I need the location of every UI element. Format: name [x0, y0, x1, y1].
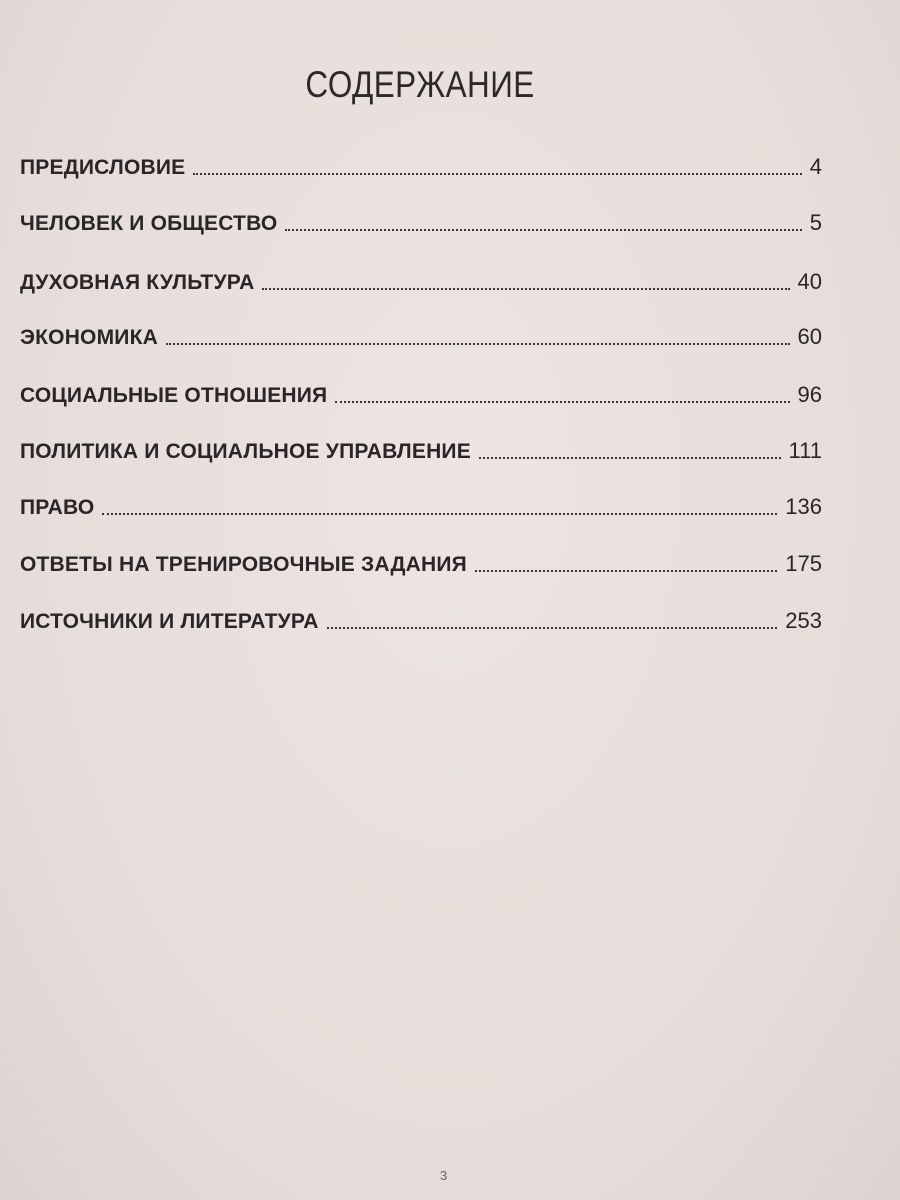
page-folio: 3 [440, 1168, 448, 1183]
toc-entry[interactable] [20, 604, 822, 634]
dot-leader [479, 457, 781, 459]
toc-entry[interactable] [20, 150, 822, 180]
toc-entry[interactable] [20, 320, 822, 350]
dot-leader [262, 288, 789, 290]
toc-entry[interactable] [20, 206, 822, 236]
page-title: СОДЕРЖАНИЕ [305, 64, 535, 105]
toc-entry-label: ОТВЕТЫ НА ТРЕНИРОВОЧНЫЕ ЗАДАНИЯ [20, 553, 467, 576]
dot-leader [285, 229, 801, 231]
toc-entry[interactable] [20, 490, 822, 520]
toc-entry[interactable] [20, 547, 822, 577]
toc-entry-label: ПОЛИТИКА И СОЦИАЛЬНОЕ УПРАВЛЕНИЕ [20, 440, 471, 463]
toc-entry-label: ИСТОЧНИКИ И ЛИТЕРАТУРА [20, 610, 319, 633]
toc-entry-label: ЧЕЛОВЕК И ОБЩЕСТВО [20, 212, 278, 235]
toc-entry-label: ЭКОНОМИКА [20, 326, 158, 349]
dot-leader [102, 513, 777, 515]
toc-entry[interactable] [20, 434, 822, 464]
toc-entry-page: 253 [785, 608, 822, 633]
dot-leader [193, 173, 801, 175]
dot-leader [335, 401, 789, 403]
toc-entry-page: 175 [785, 551, 822, 576]
toc-entry-label: ПРЕДИСЛОВИЕ [20, 156, 186, 179]
toc-entry-page: 5 [809, 210, 822, 235]
dot-leader [327, 627, 778, 629]
toc-entry-page: 40 [797, 269, 822, 294]
toc-entry[interactable] [20, 265, 822, 295]
toc-entry-label: ДУХОВНАЯ КУЛЬТУРА [20, 271, 255, 294]
toc-entry-page: 136 [785, 494, 822, 519]
dot-leader [166, 343, 790, 345]
toc-entry-label: ПРАВО [20, 496, 95, 519]
toc-entry-label: СОЦИАЛЬНЫЕ ОТНОШЕНИЯ [20, 384, 328, 407]
toc-entry-page: 96 [797, 382, 822, 407]
toc-entry-page: 4 [809, 154, 822, 179]
toc-entry-page: 60 [797, 324, 822, 349]
toc-entry[interactable] [20, 378, 822, 408]
toc-entry-page: 111 [788, 438, 822, 463]
dot-leader [475, 570, 777, 572]
